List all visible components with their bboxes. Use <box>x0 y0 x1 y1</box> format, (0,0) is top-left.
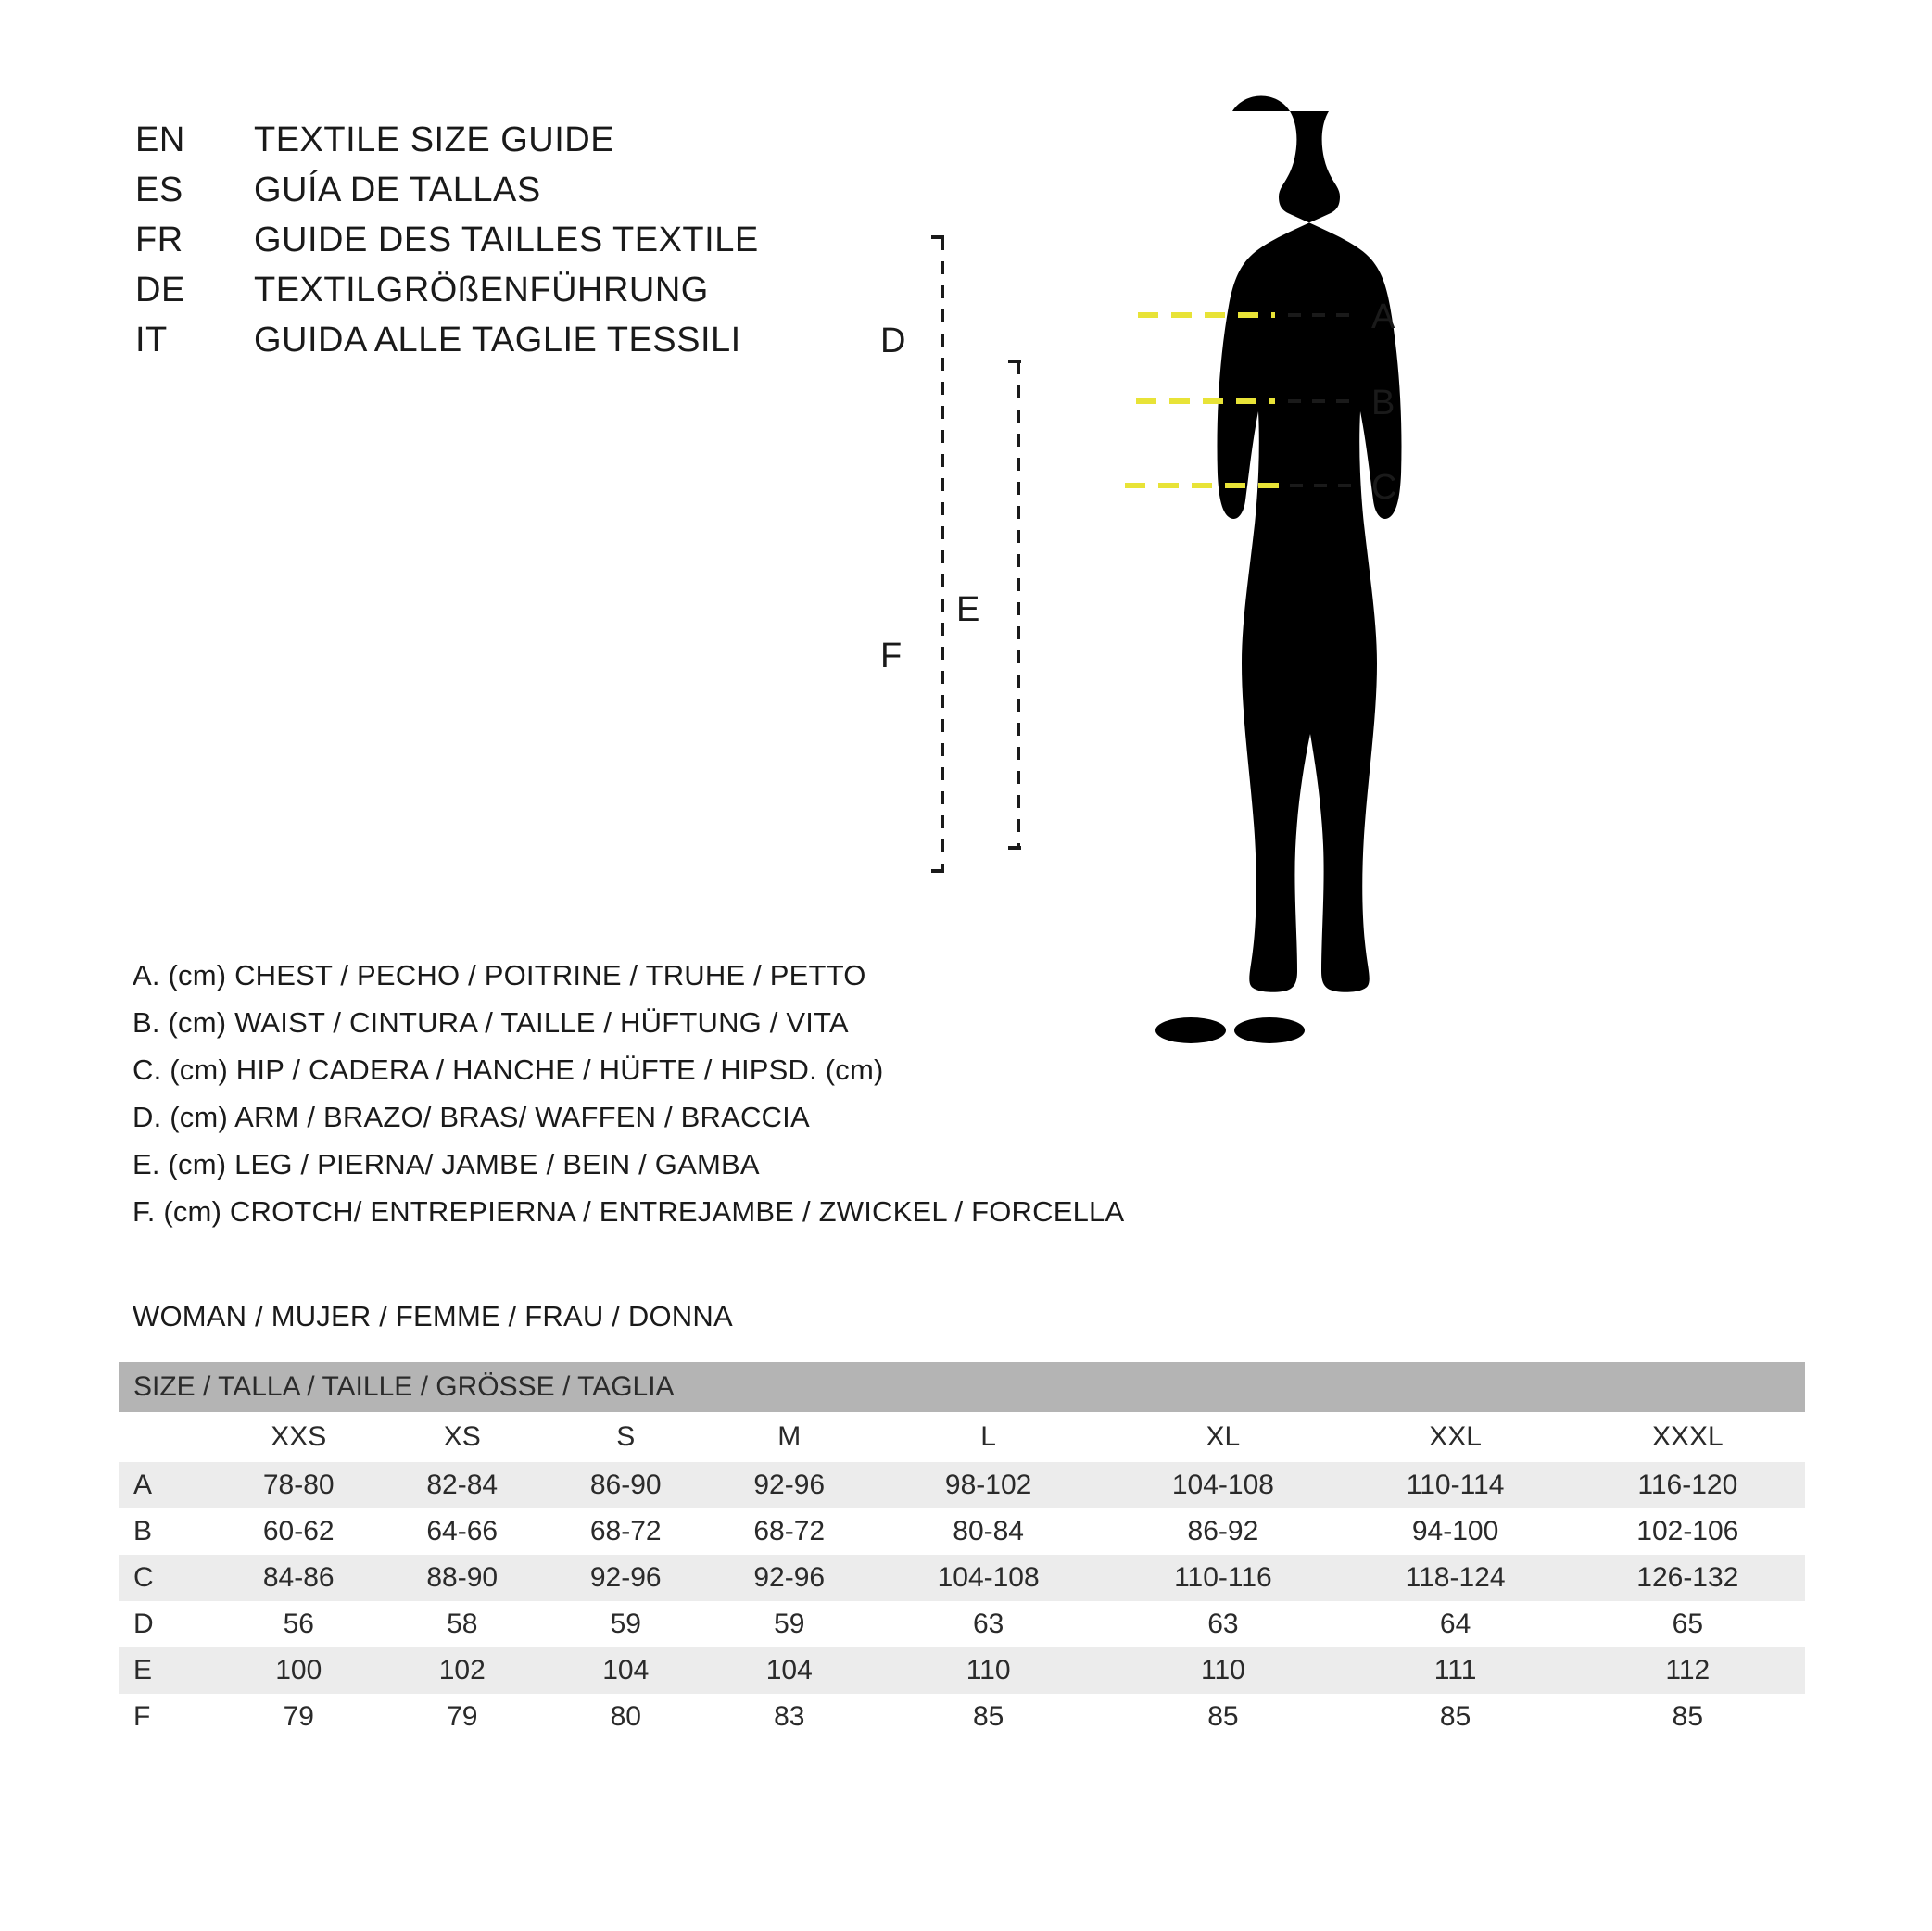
header-corner <box>119 1412 217 1462</box>
dimension-brackets <box>931 237 1029 871</box>
cell: 63 <box>1105 1601 1340 1647</box>
table-row <box>119 1601 1805 1647</box>
body-measurement-diagram <box>880 56 1863 1205</box>
cell: 126-132 <box>1571 1555 1805 1601</box>
cell: 79 <box>217 1694 381 1740</box>
legend-item-e: E. (cm) LEG / PIERNA/ JAMBE / BEIN / GAMBA <box>133 1148 760 1180</box>
row-key-e: E <box>119 1647 217 1694</box>
language-title: GUÍA DE TALLAS <box>254 170 541 209</box>
cell: 98-102 <box>871 1462 1105 1508</box>
legend-item-f: F. (cm) CROTCH/ ENTREPIERNA / ENTREJAMBE / ZWICKEL / FORCELLA <box>133 1195 1125 1228</box>
cell: 94-100 <box>1341 1508 1571 1555</box>
cell: 80-84 <box>871 1508 1105 1555</box>
table-caption: SIZE / TALLA / TAILLE / GRÖSSE / TAGLIA <box>119 1362 1805 1412</box>
cell: 84-86 <box>217 1555 381 1601</box>
bracket-label-d: D <box>880 322 906 360</box>
bracket-label-e: E <box>956 590 980 629</box>
language-code: EN <box>135 120 185 159</box>
cell: 64-66 <box>381 1508 545 1555</box>
cell: 68-72 <box>544 1508 708 1555</box>
column-header-xxl: XXL <box>1341 1412 1571 1462</box>
column-header-m: M <box>708 1412 872 1462</box>
cell: 85 <box>871 1694 1105 1740</box>
cell: 92-96 <box>708 1555 872 1601</box>
table-row <box>119 1462 1805 1508</box>
cell: 104 <box>708 1647 872 1694</box>
table-row <box>119 1555 1805 1601</box>
cell: 79 <box>381 1694 545 1740</box>
cell: 83 <box>708 1694 872 1740</box>
column-header-xxxl: XXXL <box>1571 1412 1805 1462</box>
cell: 110-114 <box>1341 1462 1571 1508</box>
cell: 59 <box>708 1601 872 1647</box>
cell: 86-92 <box>1105 1508 1340 1555</box>
measurement-legend <box>133 959 1124 1243</box>
column-header-xxs: XXS <box>217 1412 381 1462</box>
row-key-a: A <box>119 1462 217 1508</box>
cell: 58 <box>381 1601 545 1647</box>
cell: 63 <box>871 1601 1105 1647</box>
table-row <box>119 1647 1805 1694</box>
cell: 65 <box>1571 1601 1805 1647</box>
cell: 68-72 <box>708 1508 872 1555</box>
cell: 104 <box>544 1647 708 1694</box>
callout-label-a: A <box>1371 297 1395 336</box>
cell: 85 <box>1341 1694 1571 1740</box>
table-caption-row <box>119 1362 1805 1412</box>
cell: 78-80 <box>217 1462 381 1508</box>
title-row <box>135 321 759 371</box>
cell: 88-90 <box>381 1555 545 1601</box>
language-title: TEXTILGRÖßENFÜHRUNG <box>254 271 709 309</box>
cell: 92-96 <box>544 1555 708 1601</box>
cell: 82-84 <box>381 1462 545 1508</box>
title-row <box>135 170 759 221</box>
cell: 59 <box>544 1601 708 1647</box>
table-row <box>119 1694 1805 1740</box>
cell: 56 <box>217 1601 381 1647</box>
cell: 110 <box>1105 1647 1340 1694</box>
gender-label: WOMAN / MUJER / FEMME / FRAU / DONNA <box>133 1300 733 1332</box>
language-title: GUIDA ALLE TAGLIE TESSILI <box>254 321 741 360</box>
title-row <box>135 221 759 271</box>
callout-label-c: C <box>1371 468 1397 507</box>
language-title-block <box>135 120 759 371</box>
cell: 104-108 <box>871 1555 1105 1601</box>
cell: 85 <box>1105 1694 1340 1740</box>
female-silhouette-icon <box>1155 96 1402 1044</box>
title-row <box>135 120 759 170</box>
cell: 102-106 <box>1571 1508 1805 1555</box>
table-header-row <box>119 1412 1805 1462</box>
cell: 60-62 <box>217 1508 381 1555</box>
language-code: ES <box>135 170 183 209</box>
language-code: DE <box>135 271 185 309</box>
cell: 92-96 <box>708 1462 872 1508</box>
legend-item-a: A. (cm) CHEST / PECHO / POITRINE / TRUHE / PETTO <box>133 959 866 991</box>
language-title: TEXTILE SIZE GUIDE <box>254 120 615 159</box>
title-row <box>135 271 759 321</box>
cell: 85 <box>1571 1694 1805 1740</box>
cell: 80 <box>544 1694 708 1740</box>
language-code: IT <box>135 321 168 360</box>
cell: 86-90 <box>544 1462 708 1508</box>
row-key-d: D <box>119 1601 217 1647</box>
column-header-xl: XL <box>1105 1412 1340 1462</box>
cell: 110 <box>871 1647 1105 1694</box>
cell: 100 <box>217 1647 381 1694</box>
cell: 104-108 <box>1105 1462 1340 1508</box>
cell: 102 <box>381 1647 545 1694</box>
row-key-b: B <box>119 1508 217 1555</box>
column-header-s: S <box>544 1412 708 1462</box>
cell: 111 <box>1341 1647 1571 1694</box>
legend-item-c: C. (cm) HIP / CADERA / HANCHE / HÜFTE / HIPSD. (cm) <box>133 1054 884 1086</box>
language-title: GUIDE DES TAILLES TEXTILE <box>254 221 759 259</box>
row-key-c: C <box>119 1555 217 1601</box>
legend-item-b: B. (cm) WAIST / CINTURA / TAILLE / HÜFTUNG / VITA <box>133 1006 849 1039</box>
callout-label-b: B <box>1371 384 1395 423</box>
legend-item-d: D. (cm) ARM / BRAZO/ BRAS/ WAFFEN / BRACCIA <box>133 1101 810 1133</box>
size-chart-table <box>119 1362 1805 1740</box>
column-header-xs: XS <box>381 1412 545 1462</box>
cell: 118-124 <box>1341 1555 1571 1601</box>
cell: 116-120 <box>1571 1462 1805 1508</box>
cell: 110-116 <box>1105 1555 1340 1601</box>
cell: 112 <box>1571 1647 1805 1694</box>
cell: 64 <box>1341 1601 1571 1647</box>
bracket-label-f: F <box>880 637 903 675</box>
column-header-l: L <box>871 1412 1105 1462</box>
table-row <box>119 1508 1805 1555</box>
language-code: FR <box>135 221 183 259</box>
row-key-f: F <box>119 1694 217 1740</box>
